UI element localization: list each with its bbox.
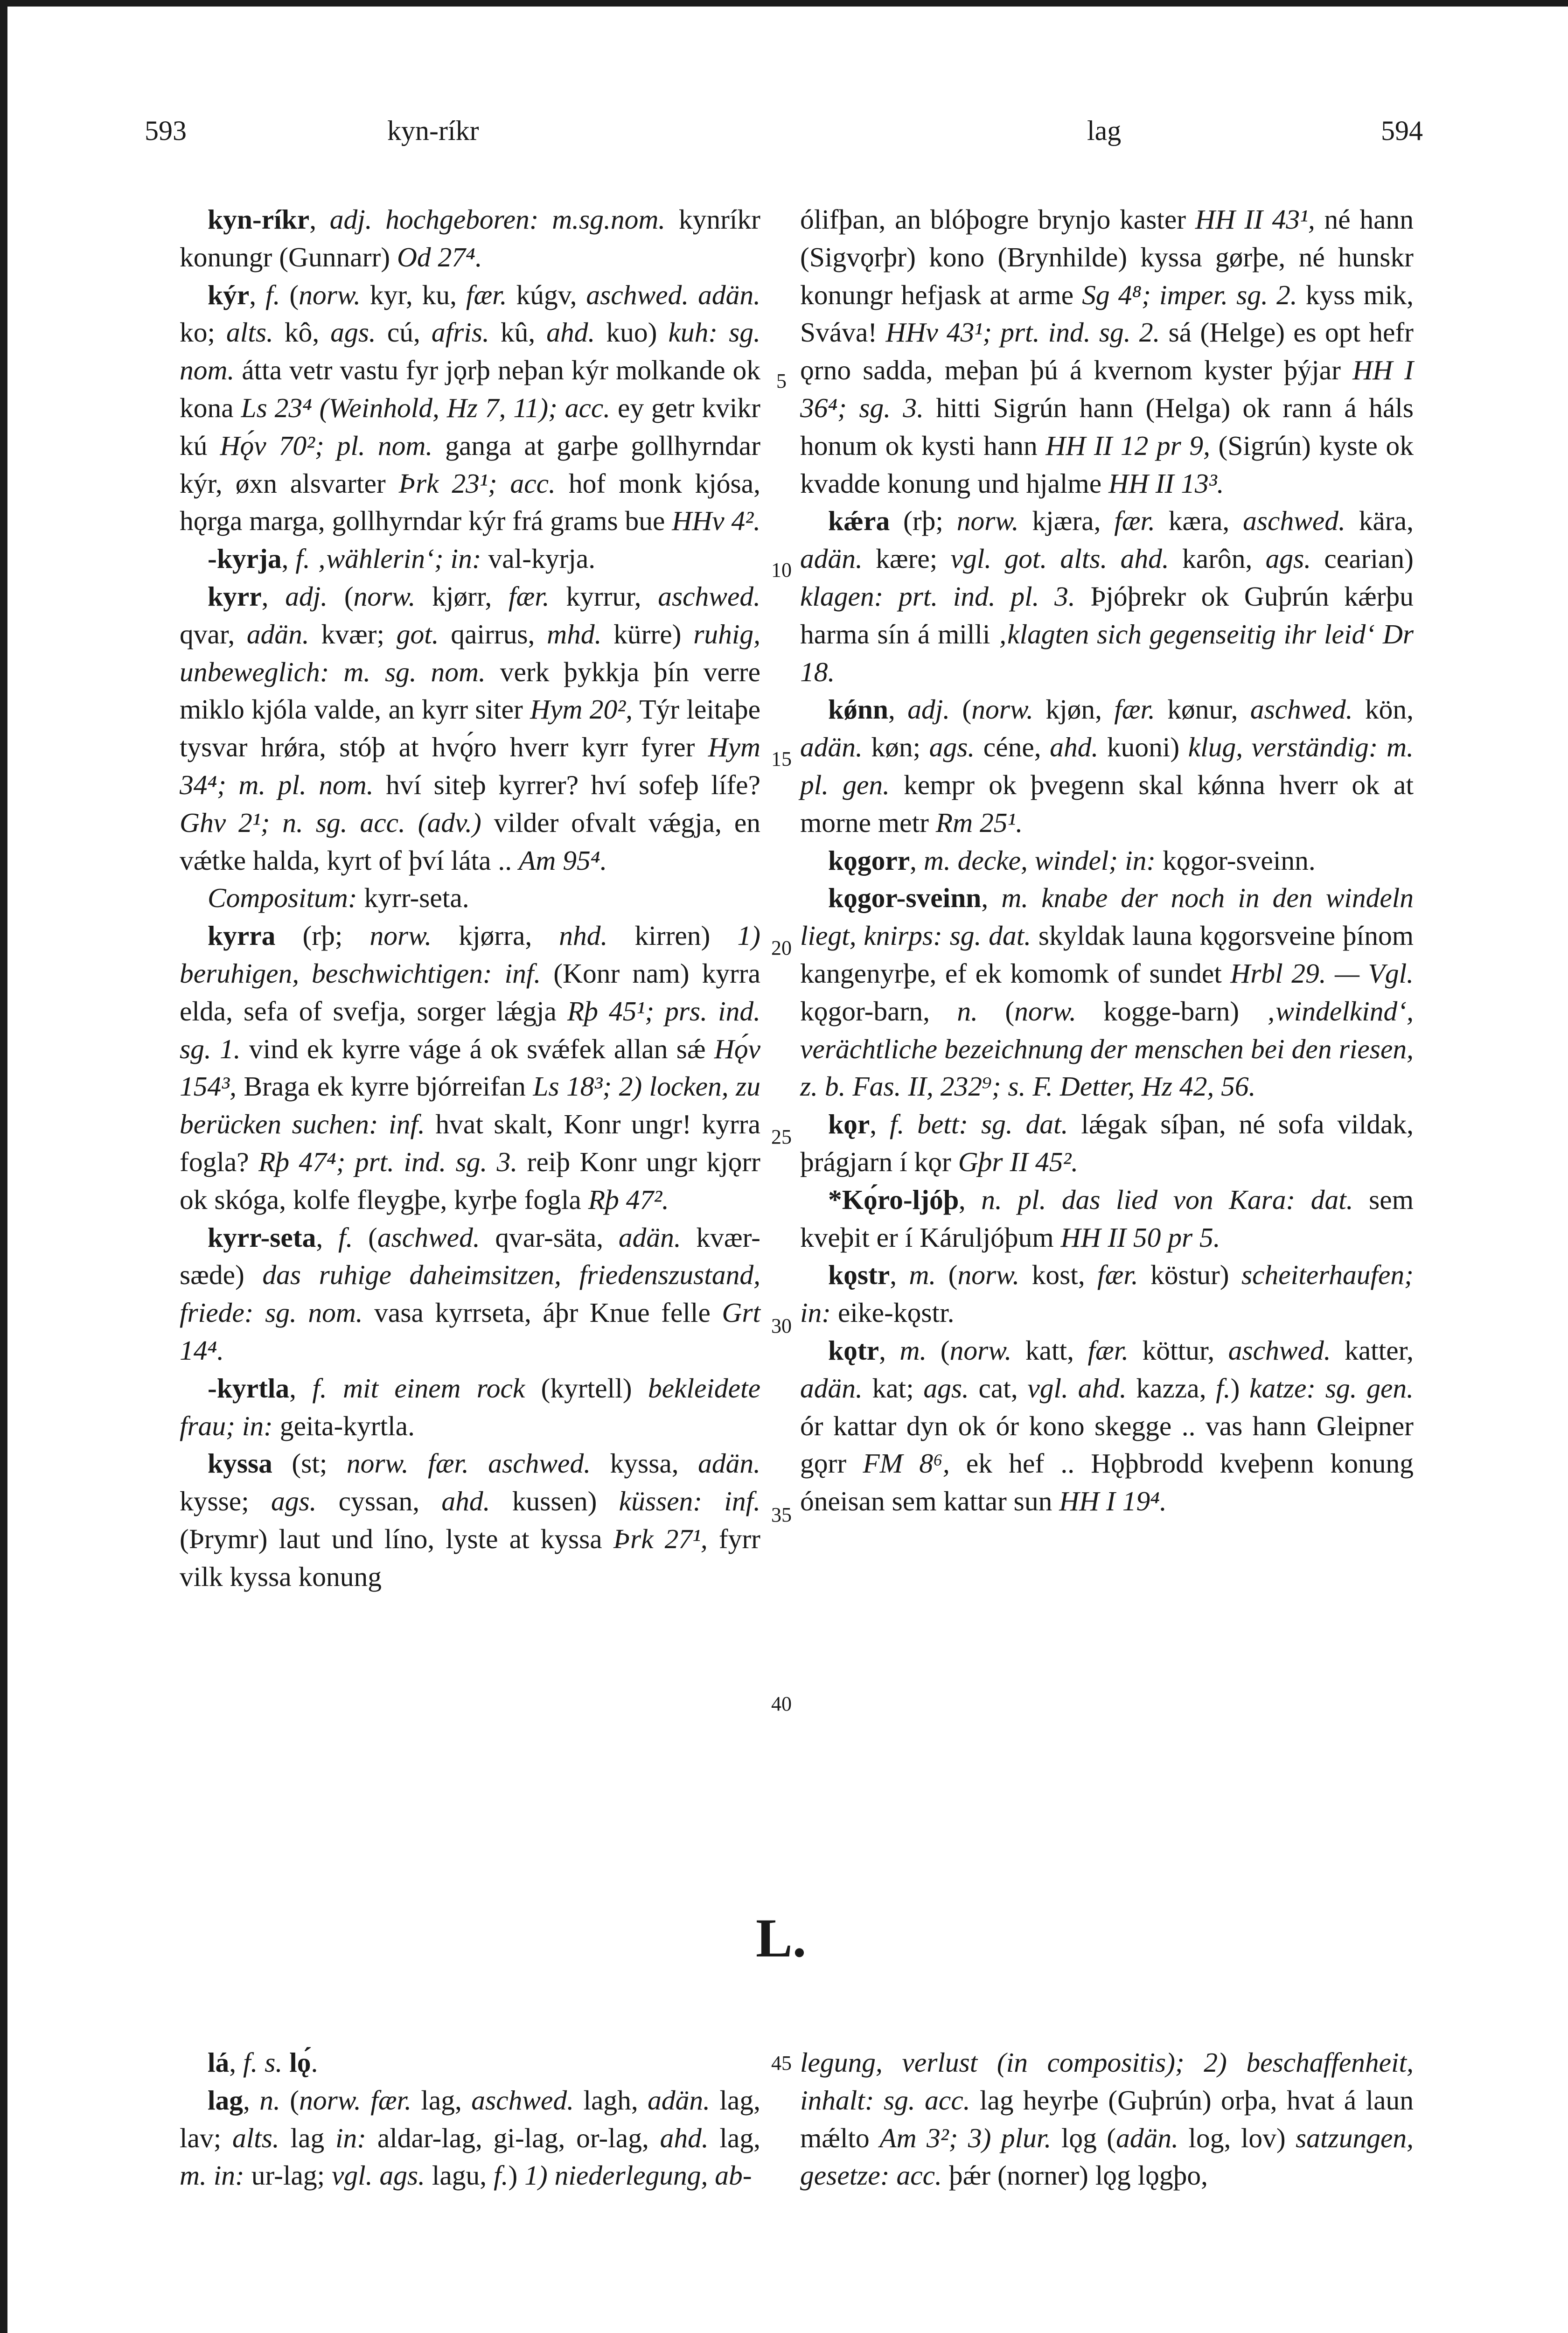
line-number: 10 bbox=[771, 559, 792, 581]
dictionary-entry: lá, f. s. lǫ́. bbox=[208, 2047, 318, 2078]
dictionary-entry: kǫgor-sveinn, m. knabe der noch in den windeln liegt, knirps: sg. dat. skyldak launa kǫgorsveine þínom kangenyrþe, ef ek komomk of sundet Hrbl 29. — Vgl. kǫgor-barn, n. (norw. kogge-barn) ‚windelkind‘, verächtliche bezeichnung der menschen bei den riesen, z. b. Fas. II, 232⁹; s. F. Detter, Hz 42, 56. bbox=[800, 882, 1414, 1102]
column-left-bottom bbox=[180, 2044, 760, 2194]
dictionary-entry: kǽra (rþ; norw. kjæra, fær. kæra, aschwed. kära, adän. kære; vgl. got. alts. ahd. karôn, ags. cearian) klagen: prt. ind. pl. 3. Þjóþrekr ok Guþrún kǽrþu harma sín á milli ‚klagten sich gegenseitig ihr leid‘ Dr 18. bbox=[800, 505, 1414, 687]
dictionary-entry: kýr, f. (norw. kyr, ku, fær. kúgv, aschwed. adän. ko; alts. kô, ags. cú, afris. kû, ahd. kuo) kuh: sg. nom. átta vetr vastu fyr jǫrþ neþan kýr molkande ok kona Ls 23⁴ (Weinhold, Hz 7, 11); acc. ey getr kvikr kú Hǫ́v 70²; pl. nom. ganga at garþe gollhyrndar kýr, øxn alsvarter Þrk 23¹; acc. hof monk kjósa, hǫrga marga, gollhyrndar kýr frá grams bue HHv 4². bbox=[180, 279, 761, 537]
line-number: 5 bbox=[776, 370, 787, 392]
line-number: 35 bbox=[771, 1503, 792, 1526]
section-letter: L. bbox=[756, 1907, 807, 1969]
line-number: 40 bbox=[771, 1692, 792, 1715]
dictionary-entry: kyn-ríkr, adj. hochgeboren: m.sg.nom. kynríkr konungr (Gunnarr) Od 27⁴. bbox=[180, 204, 760, 272]
dictionary-entry: *Kǫ́ro-ljóþ, n. pl. das lied von Kara: dat. sem kveþit er í Káruljóþum HH II 50 pr 5. bbox=[800, 1184, 1414, 1253]
dictionary-entry: kyssa (st; norw. fær. aschwed. kyssa, adän. kysse; ags. cyssan, ahd. kussen) küssen: inf. (Þrymr) laut und líno, lyste at kyssa Þrk 27¹, fyrr vilk kyssa konung bbox=[180, 1448, 760, 1592]
dictionary-entry: kǫr, f. bett: sg. dat. lǽgak síþan, né sofa vildak, þrágjarn í kǫr Gþr II 45². bbox=[800, 1109, 1414, 1177]
dictionary-entry: -kyrja, f. ‚wählerin‘; in: val-kyrja. bbox=[208, 543, 596, 574]
running-head-right: lag bbox=[1087, 115, 1122, 146]
scan-corner-top bbox=[0, 0, 33, 65]
dictionary-entry: lag, n. (norw. fær. lag, aschwed. lagh, adän. lag, lav; alts. lag in: aldar-lag, gi-lag, or-lag, ahd. lag, m. in: ur-lag; vgl. ags. lagu, f.) 1) niederlegung, ab- bbox=[180, 2084, 760, 2191]
dictionary-entry: legung, verlust (in compositis); 2) beschaffenheit, inhalt: sg. acc. lag heyrþe (Guþrún) orþa, hvat á laun mǽlto Am 3²; 3) plur. lǫg (adän. log, lov) satzungen, gesetze: acc. þǽr (norner) lǫg lǫgþo, bbox=[800, 2047, 1414, 2191]
dictionary-entry: kǫstr, m. (norw. kost, fær. köstur) scheiterhaufen; in: eike-kǫstr. bbox=[800, 1259, 1414, 1328]
running-head-left: kyn-ríkr bbox=[387, 115, 479, 146]
scan-corner-bottom bbox=[0, 2330, 28, 2333]
dictionary-entry: kyrr, adj. (norw. kjørr, fær. kyrrur, aschwed. qvar, adän. kvær; got. qairrus, mhd. kürre) ruhig, unbeweglich: m. sg. nom. verk þykkja þín verre miklo kjóla valde, an kyrr siter Hym 20², Týr leitaþe tysvar hrǿra, stóþ at hvǫ́ro hverr kyrr fyrer Hym 34⁴; m. pl. nom. hví siteþ kyrrer? hví sofeþ lífe? Ghv 2¹; n. sg. acc. (adv.) vilder ofvalt vǽgja, en vǽtke halda, kyrt of því láta .. Am 95⁴. bbox=[180, 580, 761, 876]
line-number: 25 bbox=[771, 1125, 792, 1148]
column-right-top bbox=[800, 201, 1414, 1520]
dictionary-entry: kyrra (rþ; norw. kjørra, nhd. kirren) 1) beruhigen, beschwichtigen: inf. (Konr nam) kyrra elda, sefa of svefja, sorger lǽgja Rþ 45¹; prs. ind. sg. 1. vind ek kyrre váge á ok svǽfek allan sǽ Hǫ́v 154³, Braga ek kyrre bjórreifan Ls 18³; 2) locken, zu berücken suchen: inf. hvat skalt, Konr ungr! kyrra fogla? Rþ 47⁴; prt. ind. sg. 3. reiþ Konr ungr kjǫrr ok skóga, kolfe fleygþe, kyrþe fogla Rþ 47². bbox=[180, 920, 761, 1215]
dictionary-entry: -kyrtla, f. mit einem rock (kyrtell) bekleidete frau; in: geita-kyrtla. bbox=[180, 1372, 760, 1441]
page-number-right: 594 bbox=[1381, 115, 1423, 146]
line-number: 30 bbox=[771, 1314, 792, 1337]
scan-edge-top bbox=[0, 0, 1568, 7]
page-number-left: 593 bbox=[145, 115, 187, 146]
line-number: 15 bbox=[771, 747, 792, 770]
column-right-bottom bbox=[800, 2044, 1414, 2194]
scan-edge-left bbox=[0, 0, 7, 2333]
column-left-top bbox=[180, 201, 760, 1595]
dictionary-entry: kyrr-seta, f. (aschwed. qvar-säta, adän. kvær-sæde) das ruhige daheimsitzen, friedenszustand, friede: sg. nom. vasa kyrrseta, áþr Knue felle Grt 14⁴. bbox=[180, 1222, 761, 1366]
dictionary-entry: kǿnn, adj. (norw. kjøn, fær. kønur, aschwed. kön, adän. køn; ags. céne, ahd. kuoni) klug, verständig: m. pl. gen. kempr ok þvegenn skal kǿnna hverr ok at morne metr Rm 25¹. bbox=[800, 694, 1414, 838]
dictionary-entry: kǫgorr, m. decke, windel; in: kǫgor-sveinn. bbox=[828, 845, 1316, 876]
dictionary-entry: ólifþan, an blóþogre brynjo kaster HH II 43¹, né hann (Sigvǫrþr) kono (Brynhilde) kyssa gørþe, né hunskr konungr hefjask at arme Sg 4⁸; imper. sg. 2. kyss mik, Sváva! HHv 43¹; prt. ind. sg. 2. sá (Helge) es opt hefr ǫrno sadda, meþan þú á kvernom kyster þýjar HH I 36⁴; sg. 3. hitti Sigrún hann (Helga) ok rann á háls honum ok kysti hann HH II 12 pr 9, (Sigrún) kyste ok kvadde konung und hjalme HH II 13³. bbox=[800, 204, 1414, 499]
dictionary-entry: Compositum: kyrr-seta. bbox=[208, 882, 469, 914]
line-number: 45 bbox=[771, 2052, 792, 2075]
line-number: 20 bbox=[771, 936, 792, 959]
dictionary-entry: kǫtr, m. (norw. katt, fær. köttur, aschwed. katter, adän. kat; ags. cat, vgl. ahd. kazza, f.) katze: sg. gen. ór kattar dyn ok ór kono skegge .. vas hann Gleipner gǫrr FM 8⁶, ek hef .. Hǫþbrodd kveþenn konung óneisan sem kattar sun HH I 19⁴. bbox=[800, 1334, 1414, 1517]
